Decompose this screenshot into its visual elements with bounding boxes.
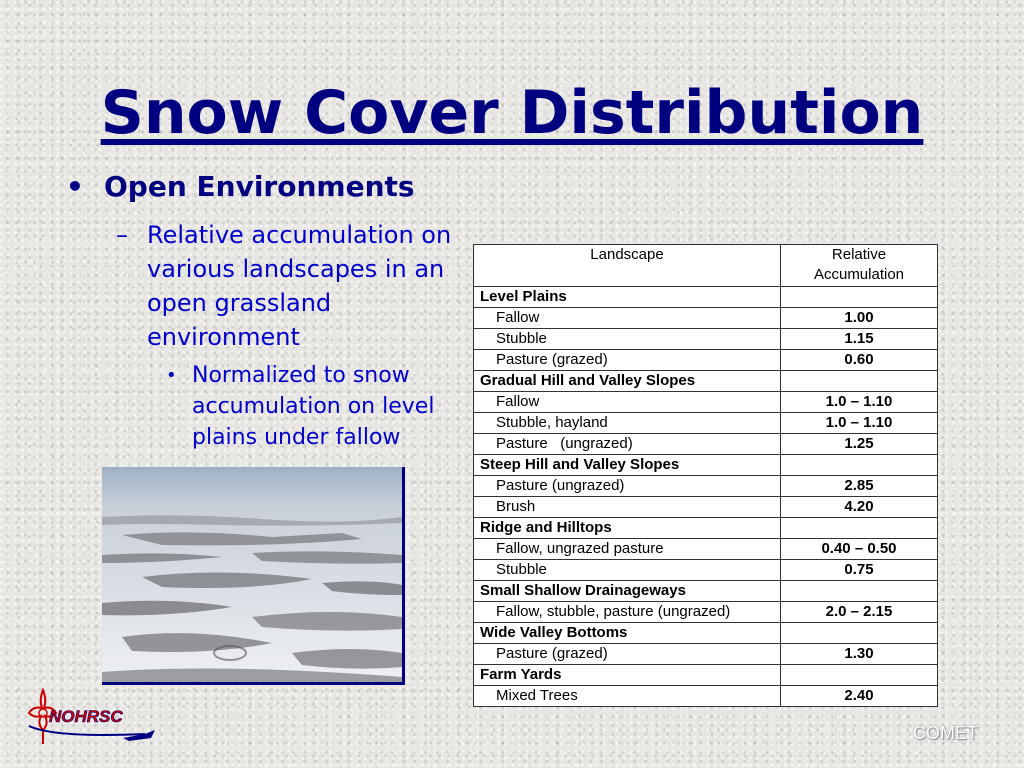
relative-accumulation-cell: 1.30 [781, 644, 938, 665]
table-row [474, 539, 938, 560]
aerial-snow-photo [102, 467, 405, 685]
landscape-cell: Stubble, hayland [474, 413, 781, 434]
relative-accumulation-cell: 2.0 – 2.15 [781, 602, 938, 623]
relative-accumulation-cell: 1.0 – 1.10 [781, 392, 938, 413]
table-header-row [474, 245, 938, 287]
table-category-row [474, 581, 938, 602]
table-row [474, 686, 938, 707]
relative-accumulation-cell [781, 287, 938, 308]
table-category-row [474, 455, 938, 476]
relative-accumulation-cell: 1.15 [781, 329, 938, 350]
relative-accumulation-cell [781, 371, 938, 392]
header-relative-accumulation: Relative Accumulation [781, 245, 938, 287]
landscape-cell: Fallow, ungrazed pasture [474, 539, 781, 560]
relative-accumulation-cell: 4.20 [781, 497, 938, 518]
relative-accumulation-table [473, 244, 938, 707]
landscape-cell: Pasture (ungrazed) [474, 434, 781, 455]
relative-accumulation-cell: 1.25 [781, 434, 938, 455]
nohrsc-logo [25, 686, 160, 748]
bullet-glyph: • [166, 365, 177, 386]
relative-accumulation-cell [781, 518, 938, 539]
table-body [474, 287, 938, 707]
relative-accumulation-cell: 1.00 [781, 308, 938, 329]
relative-accumulation-cell: 0.60 [781, 350, 938, 371]
sub-sub-bullet-text: Normalized to snow accumulation on level plains under fallow [192, 363, 435, 450]
landscape-cell: Fallow, stubble, pasture (ungrazed) [474, 602, 781, 623]
table-row [474, 497, 938, 518]
bullet-text: Open Environments [104, 170, 415, 203]
table-row [474, 413, 938, 434]
table-category-row [474, 287, 938, 308]
header-landscape: Landscape [474, 245, 781, 287]
landscape-cell: Stubble [474, 560, 781, 581]
table-category-row [474, 518, 938, 539]
landscape-category-cell: Steep Hill and Valley Slopes [474, 455, 781, 476]
nohrsc-logo-text: NOHRSC [49, 707, 123, 726]
landscape-cell: Mixed Trees [474, 686, 781, 707]
relative-accumulation-cell: 2.40 [781, 686, 938, 707]
landscape-category-cell: Farm Yards [474, 665, 781, 686]
table-row [474, 392, 938, 413]
table-row [474, 350, 938, 371]
snow-landscape-image [102, 467, 402, 682]
landscape-cell: Stubble [474, 329, 781, 350]
table-row [474, 476, 938, 497]
dash-glyph: – [116, 221, 128, 249]
relative-accumulation-cell [781, 665, 938, 686]
landscape-cell: Pasture (ungrazed) [474, 476, 781, 497]
relative-accumulation-cell [781, 581, 938, 602]
table-row [474, 560, 938, 581]
relative-accumulation-cell: 0.40 – 0.50 [781, 539, 938, 560]
table-row [474, 329, 938, 350]
landscape-cell: Fallow [474, 308, 781, 329]
table-row [474, 308, 938, 329]
nohrsc-logo-graphic [25, 686, 160, 748]
table-row [474, 434, 938, 455]
landscape-category-cell: Level Plains [474, 287, 781, 308]
relative-accumulation-cell: 2.85 [781, 476, 938, 497]
table-category-row [474, 371, 938, 392]
landscape-cell: Brush [474, 497, 781, 518]
landscape-category-cell: Gradual Hill and Valley Slopes [474, 371, 781, 392]
landscape-category-cell: Wide Valley Bottoms [474, 623, 781, 644]
landscape-cell: Fallow [474, 392, 781, 413]
sub-bullet-text: Relative accumulation on various landscapes in an open grassland environment [147, 221, 452, 351]
relative-accumulation-cell [781, 623, 938, 644]
table-category-row [474, 665, 938, 686]
relative-accumulation-cell [781, 455, 938, 476]
bullet-glyph: • [66, 170, 84, 203]
landscape-cell: Pasture (grazed) [474, 350, 781, 371]
table-category-row [474, 623, 938, 644]
relative-accumulation-cell: 1.0 – 1.10 [781, 413, 938, 434]
landscape-cell: Pasture (grazed) [474, 644, 781, 665]
comet-watermark: COMET [913, 723, 978, 743]
slide-title: Snow Cover Distribution [100, 78, 924, 148]
landscape-category-cell: Ridge and Hilltops [474, 518, 781, 539]
table-row [474, 644, 938, 665]
landscape-category-cell: Small Shallow Drainageways [474, 581, 781, 602]
table-row [474, 602, 938, 623]
relative-accumulation-cell: 0.75 [781, 560, 938, 581]
